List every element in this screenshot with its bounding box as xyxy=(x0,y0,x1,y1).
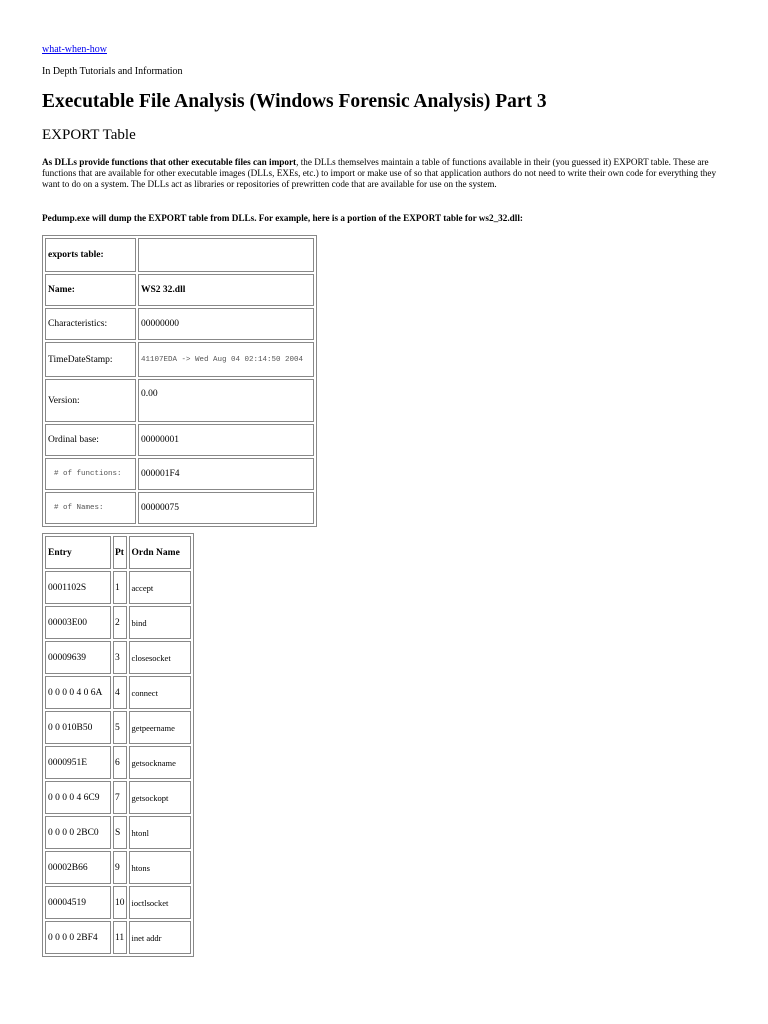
name-cell: getsockopt xyxy=(129,781,191,814)
name-cell: bind xyxy=(129,606,191,639)
entry-cell: 0 0 0 0 4 6C9 xyxy=(45,781,111,814)
header-label: TimeDateStamp: xyxy=(45,342,136,377)
header-value: 41107EDA -> Wed Aug 04 02:14:50 2004 xyxy=(138,342,314,377)
table-row xyxy=(45,921,191,954)
pt-cell: 4 xyxy=(113,676,127,709)
name-cell: connect xyxy=(129,676,191,709)
pt-cell: 11 xyxy=(113,921,127,954)
table-row xyxy=(45,676,191,709)
pt-cell: 5 xyxy=(113,711,127,744)
entry-cell: 00004519 xyxy=(45,886,111,919)
pt-cell: 7 xyxy=(113,781,127,814)
intro-lead: As DLLs provide functions that other executable files can import xyxy=(42,157,297,167)
page-title: Executable File Analysis (Windows Forensic Analysis) Part 3 xyxy=(42,91,547,112)
header-label: # of functions: xyxy=(45,458,136,490)
header-label: Version: xyxy=(45,379,136,422)
entry-cell: 0 0 010B50 xyxy=(45,711,111,744)
pt-cell: 10 xyxy=(113,886,127,919)
export-entries-table xyxy=(42,533,194,957)
table-row xyxy=(45,424,314,456)
header-label: Characteristics: xyxy=(45,308,136,340)
column-header-entry: Entry xyxy=(45,536,111,569)
table-row xyxy=(45,379,314,422)
table-row xyxy=(45,711,191,744)
column-header-ordn-name: Ordn Name xyxy=(129,536,191,569)
pt-cell: 2 xyxy=(113,606,127,639)
table-row xyxy=(45,781,191,814)
pedump-paragraph: Pedump.exe will dump the EXPORT table from DLLs. For example, here is a portion of the EXPORT table for ws2_32.dll: xyxy=(42,213,523,223)
exports-header-table xyxy=(42,235,317,527)
table-row xyxy=(45,886,191,919)
name-cell: getpeername xyxy=(129,711,191,744)
entry-cell: 0 0 0 0 2BF4 xyxy=(45,921,111,954)
name-cell: getsockname xyxy=(129,746,191,779)
table-row xyxy=(45,641,191,674)
entry-cell: 0 0 0 0 2BC0 xyxy=(45,816,111,849)
table-row xyxy=(45,816,191,849)
pt-cell: 1 xyxy=(113,571,127,604)
table-row xyxy=(45,492,314,524)
table-row xyxy=(45,571,191,604)
entry-cell: 00002B66 xyxy=(45,851,111,884)
header-value: 00000001 xyxy=(138,424,314,456)
name-cell: htons xyxy=(129,851,191,884)
entry-cell: 0000951E xyxy=(45,746,111,779)
name-cell: closesocket xyxy=(129,641,191,674)
table-row xyxy=(45,606,191,639)
header-label: # of Names: xyxy=(45,492,136,524)
table-header-row xyxy=(45,536,191,569)
table-row xyxy=(45,238,314,272)
empty-cell xyxy=(138,238,314,272)
intro-body: , the DLLs themselves maintain a table of functions available in their (you guessed it) EXPORT table. These are functions that are available for other executable images (DLLs, EXEs, etc.) to import or make use of so that application authors do not need to write their own code for everything they want to do on a system. The DLLs act as libraries or repositories of prewritten code that are available for use on the system. xyxy=(42,157,717,189)
intro-paragraph xyxy=(42,157,727,190)
name-cell: htonl xyxy=(129,816,191,849)
header-value: 0.00 xyxy=(138,379,314,422)
table-row xyxy=(45,342,314,377)
entry-cell: 00003E00 xyxy=(45,606,111,639)
pt-cell: S xyxy=(113,816,127,849)
header-value: 00000075 xyxy=(138,492,314,524)
table-row xyxy=(45,851,191,884)
site-tagline: In Depth Tutorials and Information xyxy=(42,66,183,77)
header-label: Name: xyxy=(45,274,136,306)
name-cell: accept xyxy=(129,571,191,604)
header-value: WS2 32.dll xyxy=(138,274,314,306)
site-home-link[interactable]: what-when-how xyxy=(42,44,107,55)
exports-title-cell: exports table: xyxy=(45,238,136,272)
name-cell: ioctlsocket xyxy=(129,886,191,919)
table-row xyxy=(45,458,314,490)
column-header-pt: Pt xyxy=(113,536,127,569)
table-row xyxy=(45,274,314,306)
table-row xyxy=(45,746,191,779)
pt-cell: 3 xyxy=(113,641,127,674)
pt-cell: 9 xyxy=(113,851,127,884)
name-cell: inet addr xyxy=(129,921,191,954)
pt-cell: 6 xyxy=(113,746,127,779)
table-row xyxy=(45,308,314,340)
header-value: 000001F4 xyxy=(138,458,314,490)
entry-cell: 0 0 0 0 4 0 6A xyxy=(45,676,111,709)
entry-cell: 0001102S xyxy=(45,571,111,604)
header-label: Ordinal base: xyxy=(45,424,136,456)
entry-cell: 00009639 xyxy=(45,641,111,674)
section-heading: EXPORT Table xyxy=(42,127,136,143)
header-value: 00000000 xyxy=(138,308,314,340)
